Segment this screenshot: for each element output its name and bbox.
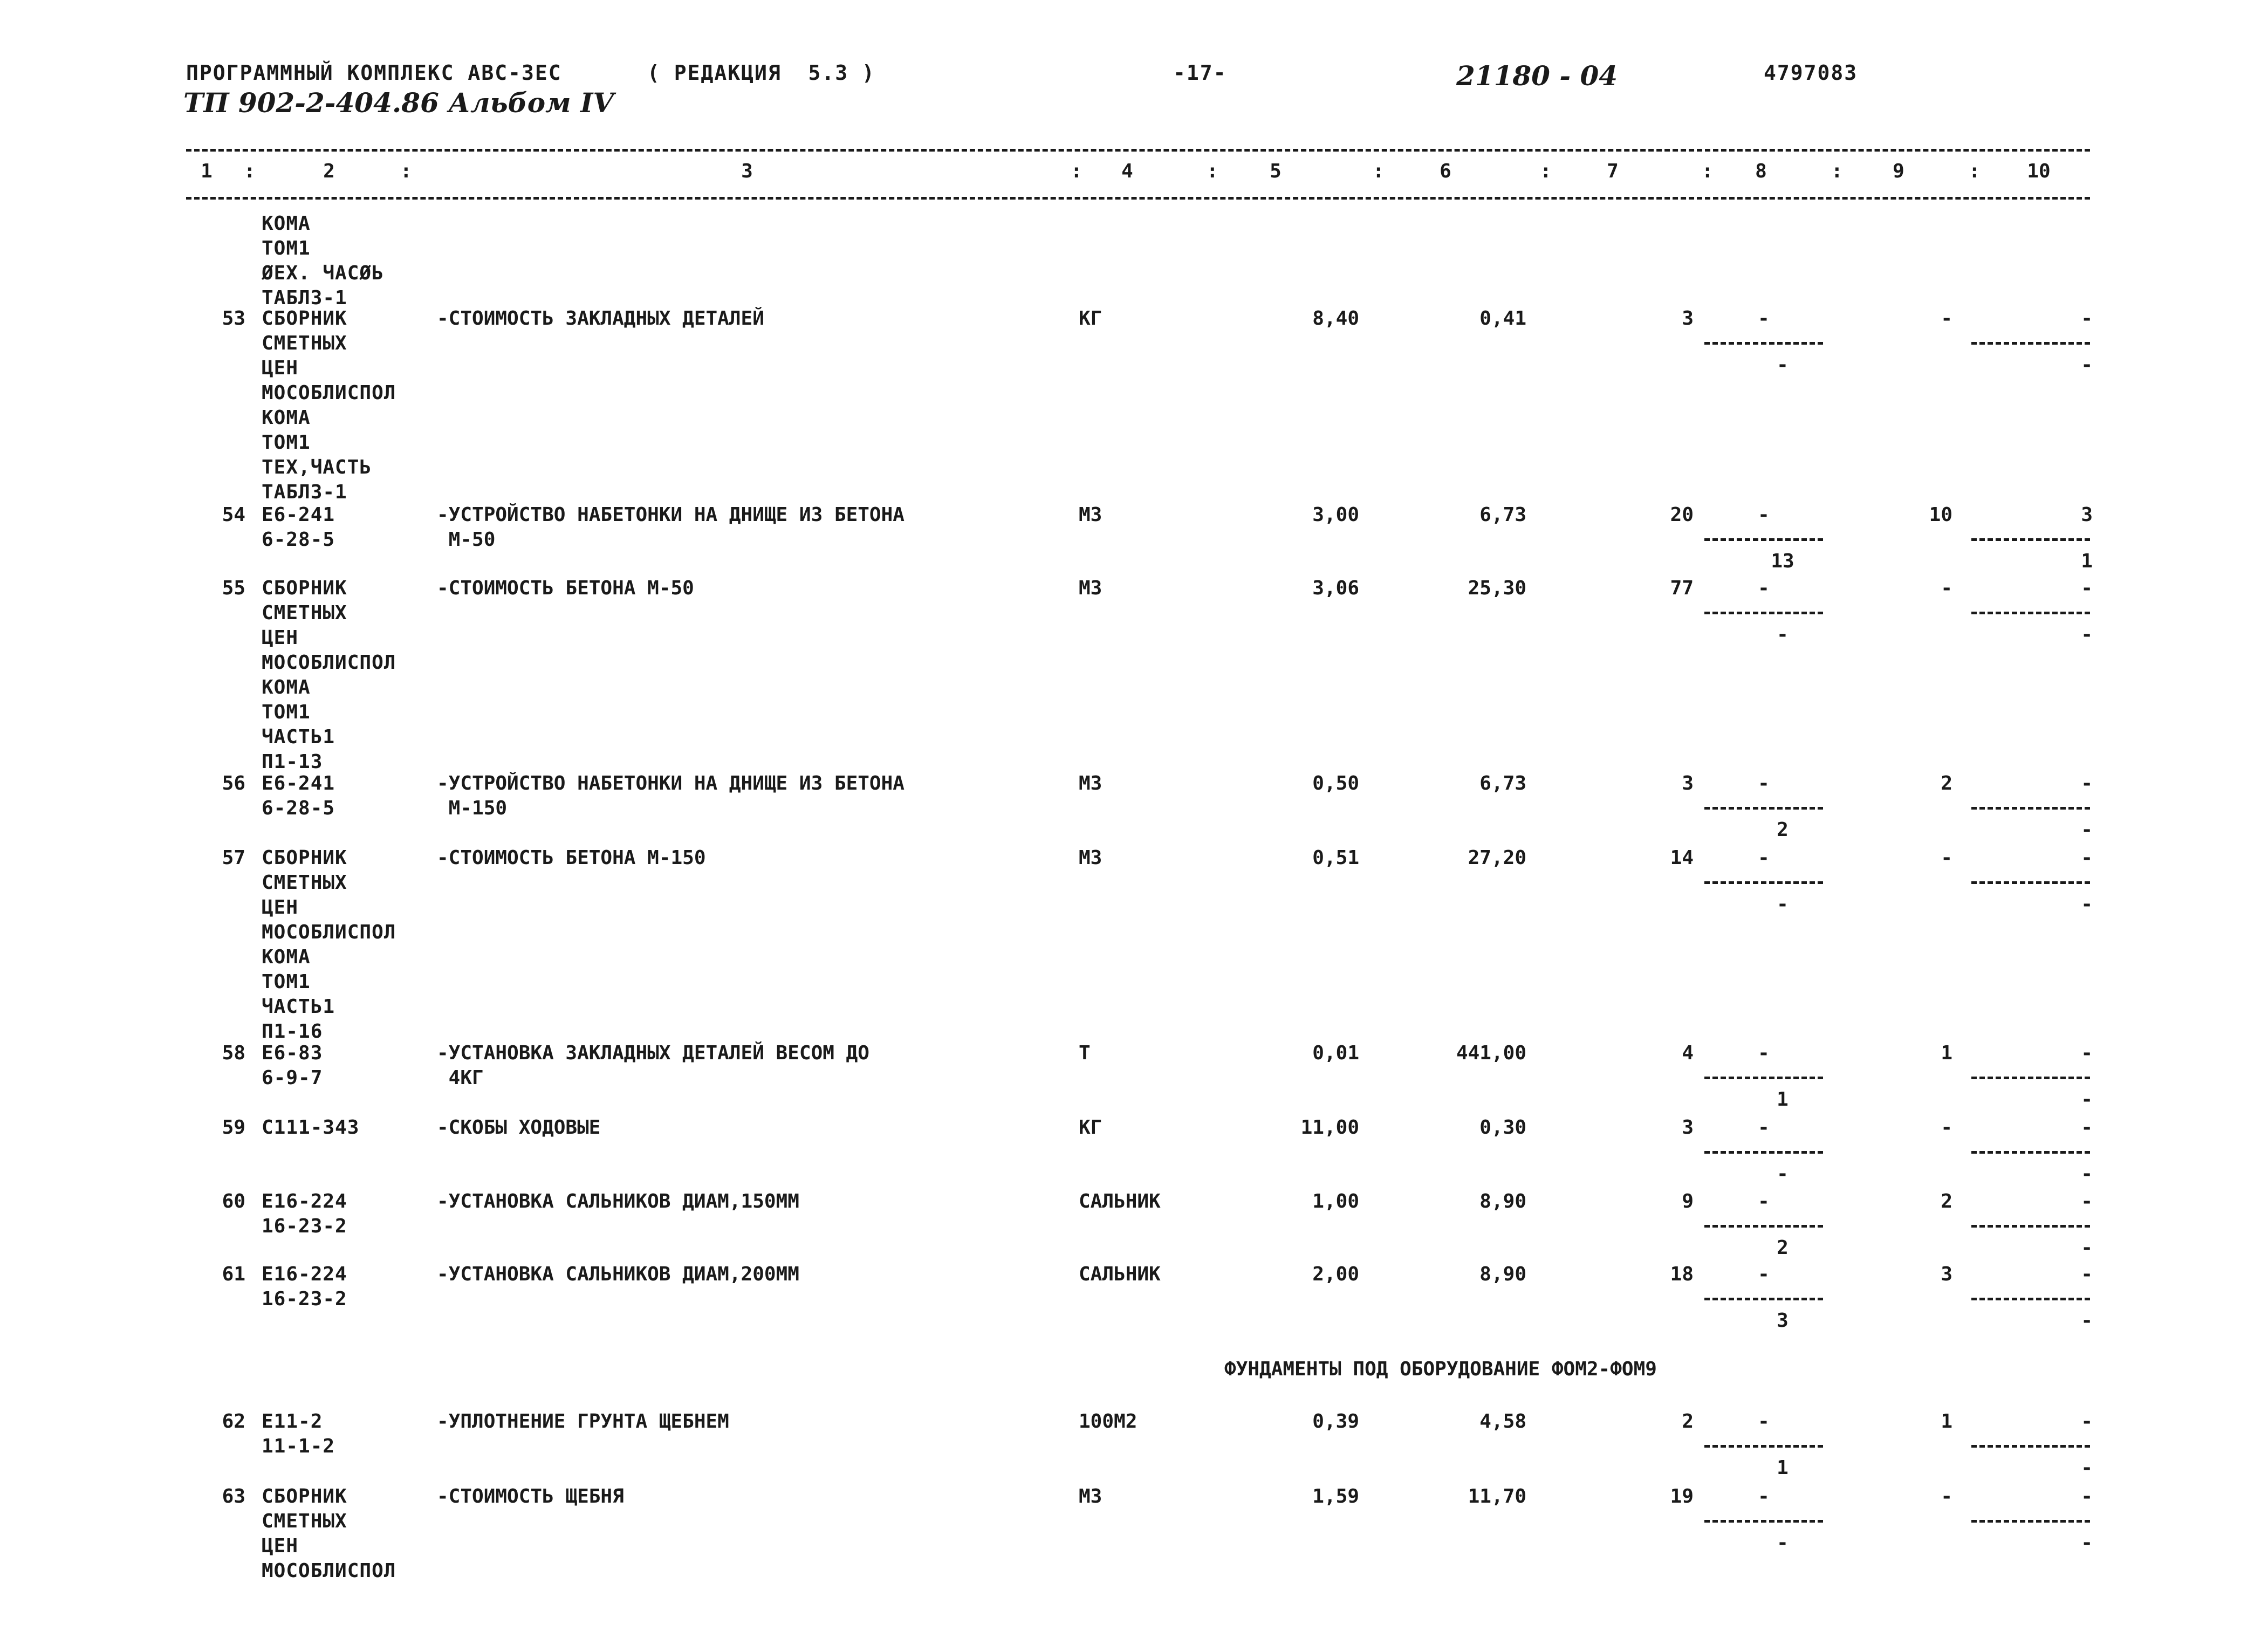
row-col10-bottom: - [2081, 1310, 2093, 1332]
row-col10-bottom: - [2081, 1457, 2093, 1479]
row-col10-bottom: - [2081, 1532, 2093, 1554]
row-col8-dash [1704, 342, 1823, 345]
row-unit: 100М2 [1079, 1410, 1138, 1433]
row-col7-value: 3 [1682, 307, 1694, 330]
row-code-line: СБОРНИК [262, 847, 347, 869]
row-unit-price: 441,00 [1456, 1042, 1526, 1064]
row-col10-top: - [2081, 847, 2093, 869]
program-title: ПРОГРАММНЫЙ КОМПЛЕКС АВС-3ЕС [186, 61, 562, 85]
column-separator: : [1969, 160, 1981, 182]
row-unit-price: 0,41 [1479, 307, 1526, 330]
row-col8-top: - [1758, 1116, 1770, 1139]
row-number: 59 [222, 1116, 245, 1139]
row-code-line: 6-28-5 [262, 797, 335, 819]
row-col10-top: - [2081, 1116, 2093, 1139]
row-code-line: С111-343 [262, 1116, 360, 1139]
row-col10-bottom: - [2081, 354, 2093, 376]
row-number: 54 [222, 504, 245, 526]
row-col9-value: - [1941, 307, 1952, 330]
row-code-line: 16-23-2 [262, 1288, 347, 1310]
row-col7-value: 20 [1670, 504, 1694, 526]
row-code-line: СМЕТНЫХ [262, 602, 347, 624]
row-col10-top: - [2081, 772, 2093, 794]
row-code-line: ТОМ1 [262, 971, 311, 993]
row-col8-dash [1704, 612, 1823, 614]
row-col8-dash [1704, 538, 1823, 541]
row-code-line: ЦЕН [262, 627, 299, 649]
row-col9-value: 1 [1941, 1410, 1952, 1433]
document-code: 4797083 [1764, 61, 1858, 85]
row-code-line: ЧАСТЬ1 [262, 726, 335, 748]
row-col8-top: - [1758, 1485, 1770, 1507]
row-col10-bottom: - [2081, 623, 2093, 646]
row-code-line: ТЕХ,ЧАСТЬ [262, 456, 372, 478]
lead-in-code-line: КОМА [262, 213, 311, 235]
row-code-line: МОСОБЛИСПОЛ [262, 921, 396, 943]
row-col10-bottom: - [2081, 893, 2093, 915]
column-header-6: 6 [1440, 160, 1451, 182]
row-col7-value: 18 [1670, 1263, 1694, 1285]
row-col10-top: - [2081, 1042, 2093, 1064]
row-quantity: 0,51 [1312, 847, 1359, 869]
row-col10-bottom: - [2081, 1237, 2093, 1259]
column-separator: : [1702, 160, 1714, 182]
row-unit-price: 8,90 [1479, 1190, 1526, 1212]
row-quantity: 0,01 [1312, 1042, 1359, 1064]
row-description-line: -СТОИМОСТЬ БЕТОНА М-50 [437, 577, 694, 599]
row-col10-top: - [2081, 1485, 2093, 1507]
row-code-line: П1-13 [262, 751, 323, 773]
column-header-4: 4 [1121, 160, 1133, 182]
column-header-8: 8 [1755, 160, 1767, 182]
row-code-line: СБОРНИК [262, 1485, 347, 1507]
row-number: 63 [222, 1485, 245, 1507]
row-unit-price: 27,20 [1468, 847, 1526, 869]
row-col10-top: - [2081, 307, 2093, 330]
row-code-line: СМЕТНЫХ [262, 872, 347, 894]
row-col9-value: 3 [1941, 1263, 1952, 1285]
row-unit: КГ [1079, 307, 1102, 330]
header-rule-top [186, 149, 2090, 152]
row-col10-bottom: - [2081, 1163, 2093, 1185]
row-code-line: П1-16 [262, 1020, 323, 1043]
row-col8-dash [1704, 1151, 1823, 1154]
row-col9-value: 2 [1941, 772, 1952, 794]
row-col7-value: 4 [1682, 1042, 1694, 1064]
row-col10-top: - [2081, 577, 2093, 599]
row-code-line: КОМА [262, 946, 311, 968]
row-col10-top: 3 [2081, 504, 2093, 526]
row-code-line: Е6-83 [262, 1042, 323, 1064]
column-separator: : [244, 160, 256, 182]
section-title: ФУНДАМЕНТЫ ПОД ОБОРУДОВАНИЕ ФОМ2-ФОМ9 [1224, 1358, 1657, 1380]
row-col10-bottom: 1 [2081, 550, 2093, 572]
row-col10-dash [1971, 538, 2090, 541]
row-unit-price: 11,70 [1468, 1485, 1526, 1507]
row-col8-bottom: 2 [1777, 819, 1789, 841]
row-col8-bottom: 3 [1777, 1310, 1789, 1332]
column-separator: : [400, 160, 412, 182]
row-col10-dash [1971, 881, 2090, 884]
column-header-5: 5 [1270, 160, 1282, 182]
column-header-2: 2 [323, 160, 335, 182]
row-col8-bottom: - [1777, 354, 1789, 376]
row-unit: М3 [1079, 504, 1102, 526]
row-code-line: Е6-241 [262, 772, 335, 794]
column-separator: : [1373, 160, 1385, 182]
row-description-line: -УСТРОЙСТВО НАБЕТОНКИ НА ДНИЩЕ ИЗ БЕТОНА [437, 504, 905, 526]
row-col7-value: 77 [1670, 577, 1694, 599]
row-col8-top: - [1758, 504, 1770, 526]
row-number: 58 [222, 1042, 245, 1064]
edition-label: ( РЕДАКЦИЯ 5.3 ) [647, 61, 875, 85]
row-code-line: 6-9-7 [262, 1067, 323, 1089]
row-col10-top: - [2081, 1190, 2093, 1212]
lead-in-code-line: ØЕХ. ЧАСØЬ [262, 262, 384, 284]
row-quantity: 8,40 [1312, 307, 1359, 330]
row-col9-value: - [1941, 577, 1952, 599]
row-col8-dash [1704, 1225, 1823, 1228]
row-col10-top: - [2081, 1263, 2093, 1285]
column-separator: : [1831, 160, 1843, 182]
row-col8-bottom: 2 [1777, 1237, 1789, 1259]
column-separator: : [1071, 160, 1082, 182]
row-quantity: 2,00 [1312, 1263, 1359, 1285]
row-code-line: Е6-241 [262, 504, 335, 526]
row-code-line: КОМА [262, 676, 311, 698]
row-col10-bottom: - [2081, 819, 2093, 841]
row-col10-dash [1971, 1445, 2090, 1448]
row-number: 62 [222, 1410, 245, 1433]
row-col8-top: - [1758, 1190, 1770, 1212]
row-code-line: Е11-2 [262, 1410, 323, 1433]
row-col10-dash [1971, 1151, 2090, 1154]
row-number: 55 [222, 577, 245, 599]
row-unit-price: 0,30 [1479, 1116, 1526, 1139]
row-number: 56 [222, 772, 245, 794]
row-col8-bottom: 13 [1771, 550, 1794, 572]
row-col10-dash [1971, 1520, 2090, 1523]
row-description-line: -УСТРОЙСТВО НАБЕТОНКИ НА ДНИЩЕ ИЗ БЕТОНА [437, 772, 905, 794]
row-col8-bottom: - [1777, 623, 1789, 646]
row-col10-dash [1971, 612, 2090, 614]
row-code-line: ТОМ1 [262, 701, 311, 723]
row-unit: М3 [1079, 577, 1102, 599]
row-col8-dash [1704, 1077, 1823, 1079]
row-unit: Т [1079, 1042, 1091, 1064]
row-code-line: СБОРНИК [262, 577, 347, 599]
page-number: -17- [1173, 61, 1227, 85]
row-col8-top: - [1758, 847, 1770, 869]
row-col7-value: 2 [1682, 1410, 1694, 1433]
row-col10-bottom: - [2081, 1088, 2093, 1111]
row-number: 60 [222, 1190, 245, 1212]
row-description-line: -УСТАНОВКА САЛЬНИКОВ ДИАМ,150ММ [437, 1190, 799, 1212]
row-quantity: 0,39 [1312, 1410, 1359, 1433]
row-quantity: 3,00 [1312, 504, 1359, 526]
row-col8-dash [1704, 1520, 1823, 1523]
row-code-line: ТОМ1 [262, 431, 311, 454]
lead-in-code-line: ТАБЛ3-1 [262, 287, 347, 309]
row-description-line: -УСТАНОВКА ЗАКЛАДНЫХ ДЕТАЛЕЙ ВЕСОМ ДО [437, 1042, 869, 1064]
row-unit-price: 6,73 [1479, 772, 1526, 794]
row-code-line: ЦЕН [262, 357, 299, 379]
row-unit-price: 4,58 [1479, 1410, 1526, 1433]
row-col10-dash [1971, 342, 2090, 345]
row-code-line: Е16-224 [262, 1263, 347, 1285]
column-header-1: 1 [201, 160, 213, 182]
row-col7-value: 19 [1670, 1485, 1694, 1507]
row-unit: САЛЬНИК [1079, 1190, 1161, 1212]
row-description-line: -УПЛОТНЕНИЕ ГРУНТА ЩЕБНЕМ [437, 1410, 729, 1433]
row-number: 61 [222, 1263, 245, 1285]
row-col10-dash [1971, 807, 2090, 810]
row-code-line: СБОРНИК [262, 307, 347, 330]
row-code-line: Е16-224 [262, 1190, 347, 1212]
column-header-10: 10 [2027, 160, 2051, 182]
row-description-line: М-50 [437, 529, 496, 551]
row-unit: М3 [1079, 772, 1102, 794]
column-header-7: 7 [1607, 160, 1619, 182]
row-code-line: МОСОБЛИСПОЛ [262, 1560, 396, 1582]
row-col8-top: - [1758, 1263, 1770, 1285]
row-unit: КГ [1079, 1116, 1102, 1139]
row-description-line: -СТОИМОСТЬ ЗАКЛАДНЫХ ДЕТАЛЕЙ [437, 307, 764, 330]
row-unit: М3 [1079, 847, 1102, 869]
row-col7-value: 14 [1670, 847, 1694, 869]
column-header-3: 3 [741, 160, 753, 182]
row-unit-price: 8,90 [1479, 1263, 1526, 1285]
row-quantity: 1,59 [1312, 1485, 1359, 1507]
row-unit: САЛЬНИК [1079, 1263, 1161, 1285]
lead-in-code-line: ТОМ1 [262, 237, 311, 259]
row-quantity: 11,00 [1300, 1116, 1359, 1139]
row-number: 57 [222, 847, 245, 869]
row-unit: М3 [1079, 1485, 1102, 1507]
row-col8-dash [1704, 881, 1823, 884]
row-col9-value: 2 [1941, 1190, 1952, 1212]
row-code-line: 16-23-2 [262, 1215, 347, 1237]
document-number: 21180 - 04 [1456, 60, 1618, 92]
row-code-line: КОМА [262, 407, 311, 429]
row-col8-bottom: 1 [1777, 1457, 1789, 1479]
row-col8-top: - [1758, 1410, 1770, 1433]
row-col8-top: - [1758, 307, 1770, 330]
row-col8-bottom: - [1777, 1532, 1789, 1554]
row-description-line: -СТОИМОСТЬ ЩЕБНЯ [437, 1485, 624, 1507]
row-code-line: СМЕТНЫХ [262, 1510, 347, 1532]
row-col9-value: - [1941, 847, 1952, 869]
row-col7-value: 3 [1682, 772, 1694, 794]
row-description-line: М-150 [437, 797, 508, 819]
column-header-9: 9 [1893, 160, 1904, 182]
row-col8-bottom: 1 [1777, 1088, 1789, 1111]
row-unit-price: 6,73 [1479, 504, 1526, 526]
row-col10-dash [1971, 1077, 2090, 1079]
row-col8-dash [1704, 1445, 1823, 1448]
row-col9-value: - [1941, 1116, 1952, 1139]
row-quantity: 1,00 [1312, 1190, 1359, 1212]
row-col9-value: - [1941, 1485, 1952, 1507]
row-col7-value: 9 [1682, 1190, 1694, 1212]
row-col8-bottom: - [1777, 1163, 1789, 1185]
row-col10-dash [1971, 1225, 2090, 1228]
row-code-line: ЦЕН [262, 1535, 299, 1557]
row-quantity: 3,06 [1312, 577, 1359, 599]
row-code-line: ЧАСТЬ1 [262, 996, 335, 1018]
row-col8-top: - [1758, 772, 1770, 794]
row-col8-top: - [1758, 577, 1770, 599]
row-description-line: -СТОИМОСТЬ БЕТОНА М-150 [437, 847, 706, 869]
row-col8-dash [1704, 807, 1823, 810]
row-number: 53 [222, 307, 245, 330]
row-code-line: 11-1-2 [262, 1435, 335, 1457]
header-rule-bottom [186, 197, 2090, 200]
row-code-line: МОСОБЛИСПОЛ [262, 382, 396, 404]
row-unit-price: 25,30 [1468, 577, 1526, 599]
row-quantity: 0,50 [1312, 772, 1359, 794]
row-col10-dash [1971, 1298, 2090, 1300]
row-col8-bottom: - [1777, 893, 1789, 915]
row-description-line: 4КГ [437, 1067, 484, 1089]
row-code-line: СМЕТНЫХ [262, 332, 347, 354]
row-col8-dash [1704, 1298, 1823, 1300]
column-separator: : [1540, 160, 1552, 182]
column-separator: : [1207, 160, 1218, 182]
row-col9-value: 1 [1941, 1042, 1952, 1064]
album-reference: ТП 902-2-404.86 Альбом IV [183, 87, 614, 119]
row-col10-top: - [2081, 1410, 2093, 1433]
row-description-line: -УСТАНОВКА САЛЬНИКОВ ДИАМ,200ММ [437, 1263, 799, 1285]
row-description-line: -СКОБЫ ХОДОВЫЕ [437, 1116, 601, 1139]
row-col8-top: - [1758, 1042, 1770, 1064]
row-code-line: ЦЕН [262, 896, 299, 919]
row-col9-value: 10 [1929, 504, 1952, 526]
row-code-line: МОСОБЛИСПОЛ [262, 652, 396, 674]
row-code-line: 6-28-5 [262, 529, 335, 551]
row-code-line: ТАБЛ3-1 [262, 481, 347, 503]
row-col7-value: 3 [1682, 1116, 1694, 1139]
